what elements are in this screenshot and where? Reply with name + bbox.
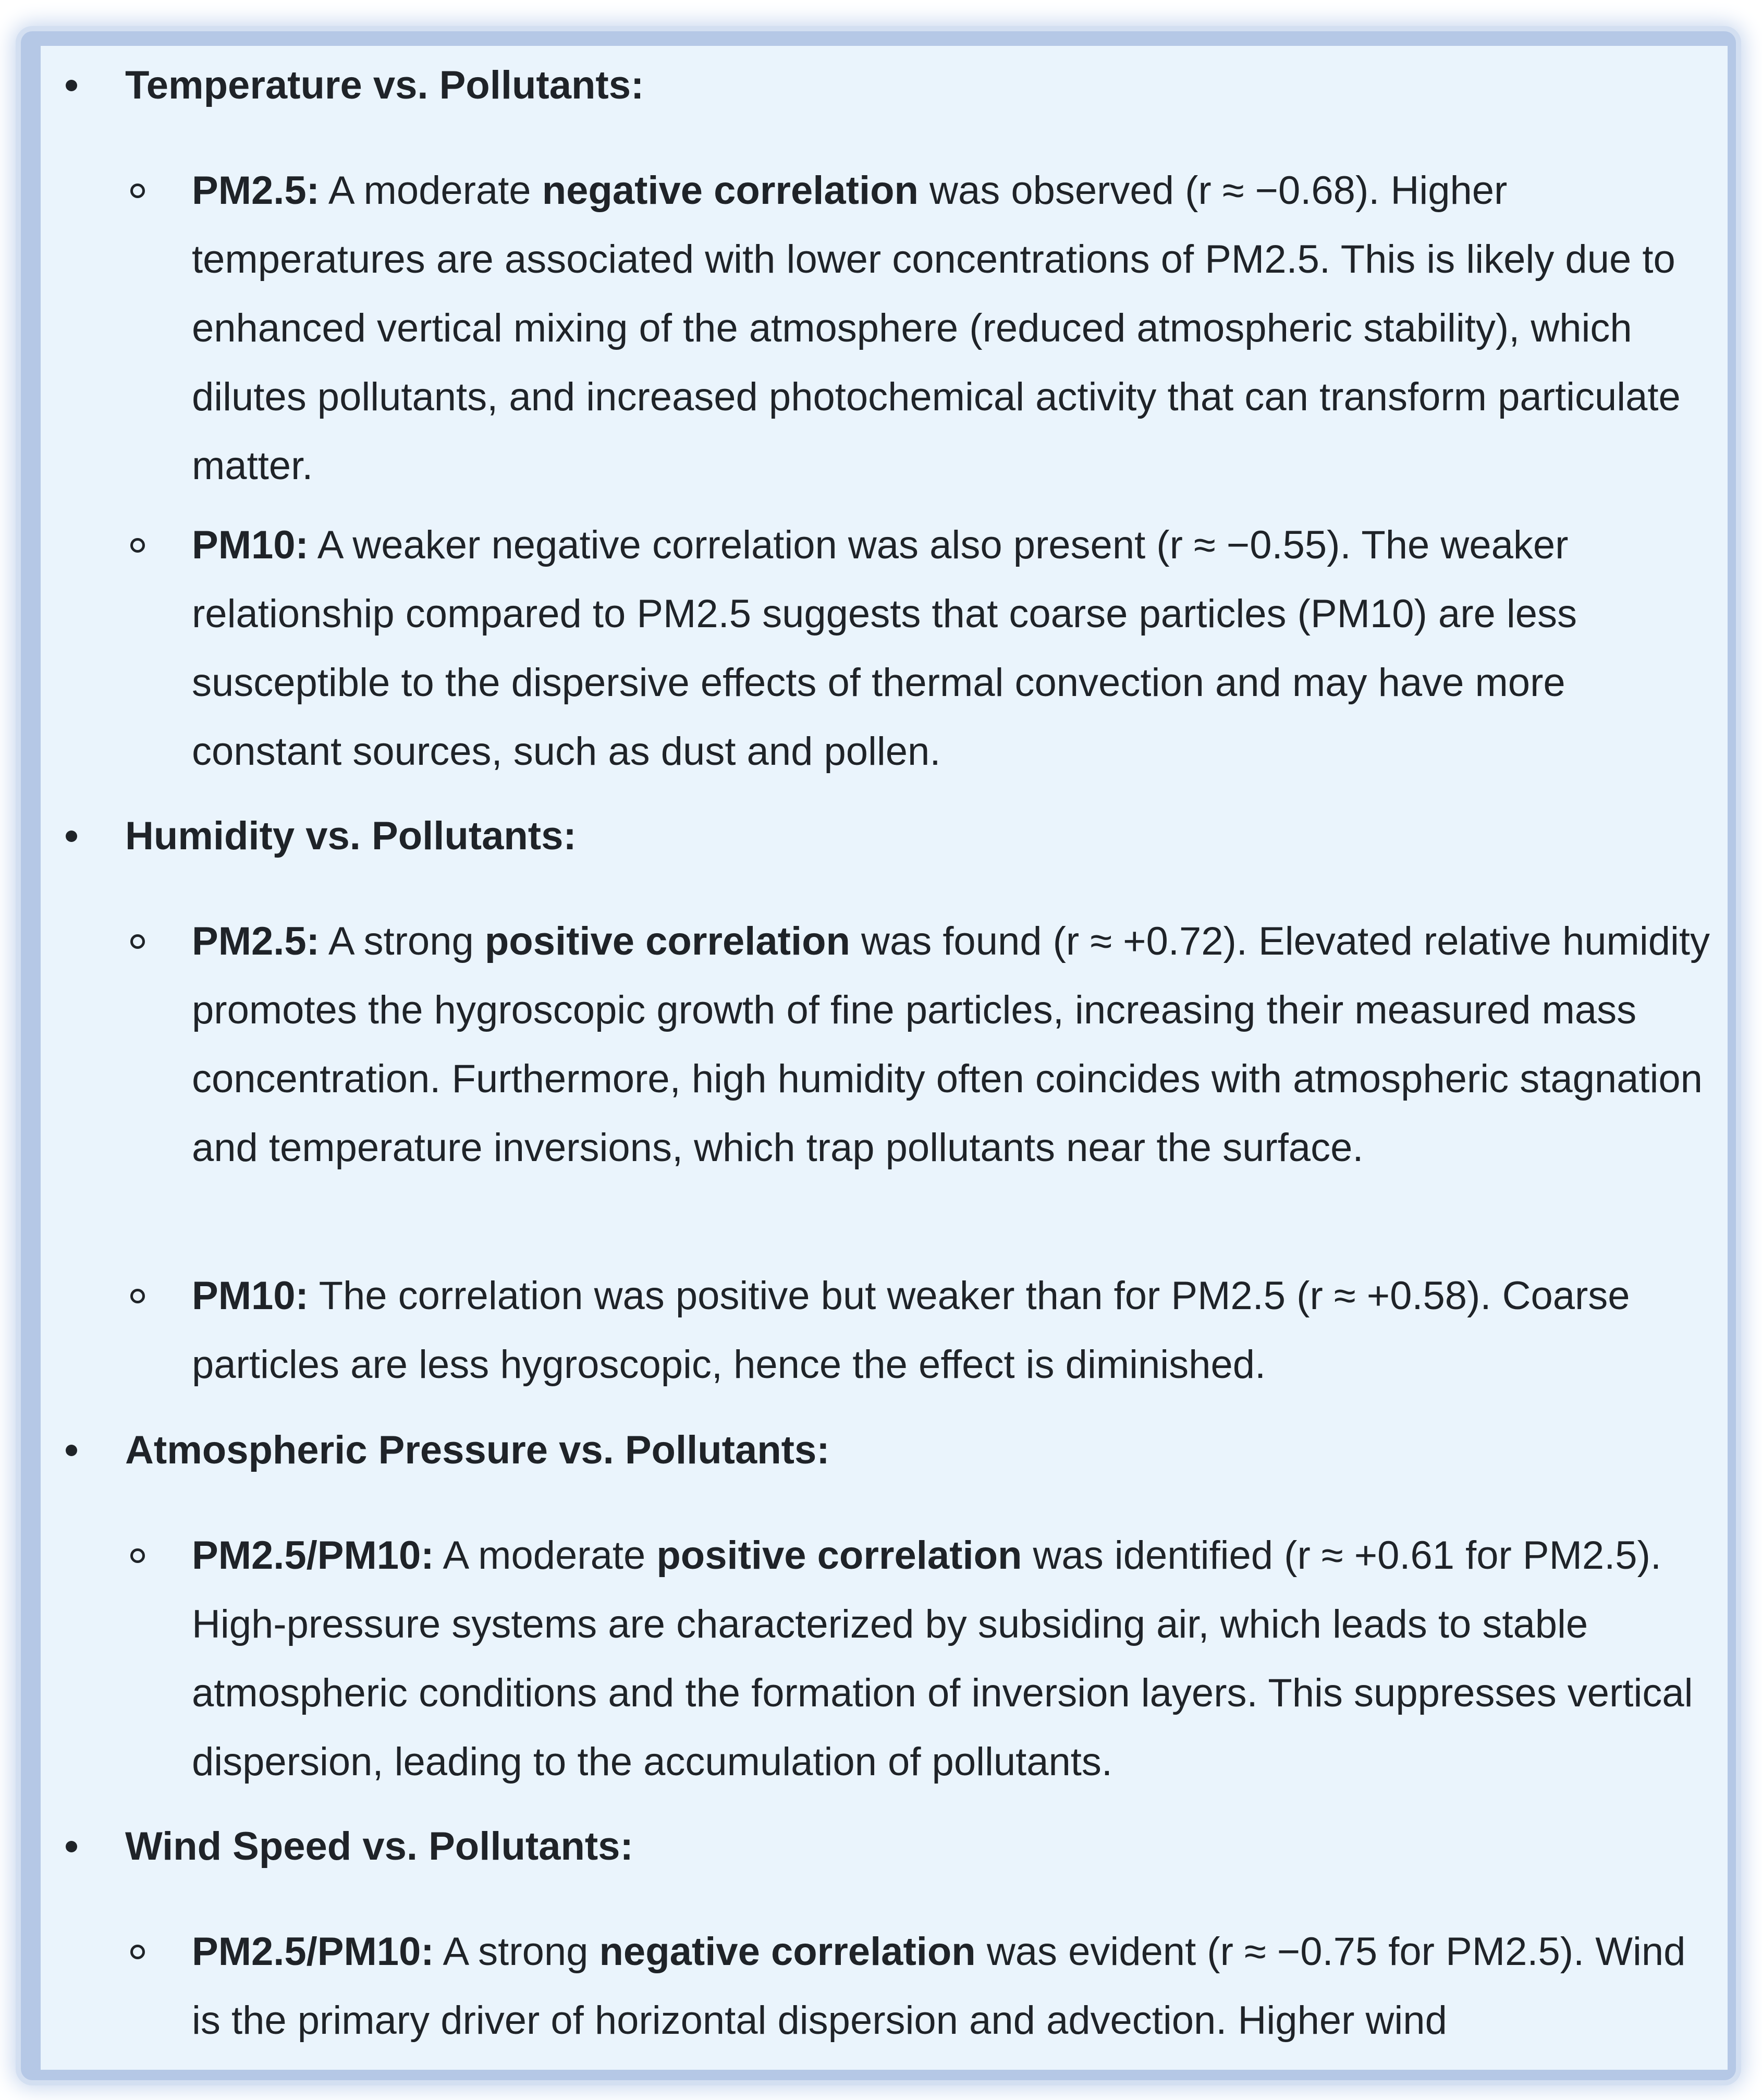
item-text-pre: A weaker negative correlation was also present (r ≈ −0.55). The weaker relationship compared to PM2.5 suggests that coarse particles (PM10) are less susceptible to the dispersive effects of thermal convection and may have more constant sources, such as dust and pollen. [192, 523, 1577, 774]
circle-bullet-marker [130, 934, 145, 949]
item-label: PM2.5: [192, 168, 320, 213]
item-text-post: was observed (r ≈ −0.68). Higher temperatures are associated with lower concentrations of PM2.5. This is likely due to enhanced vertical mixing of the atmosphere (reduced atmospheric stability), which dilutes pollutants, and increased photochemical activity that can transform particulate matter. [192, 168, 1681, 488]
section-title: Wind Speed vs. Pollutants: [125, 1824, 633, 1869]
bullet-marker [66, 1841, 77, 1852]
item-label: PM10: [192, 1274, 309, 1318]
item-text [192, 156, 1714, 500]
circle-bullet-marker [130, 1548, 145, 1563]
section-title: Humidity vs. Pollutants: [125, 814, 577, 858]
item-emphasis: positive correlation [656, 1533, 1022, 1578]
item-text-pre: The correlation was positive but weaker than for PM2.5 (r ≈ +0.58). Coarse particles are less hygroscopic, hence the effect is diminished. [192, 1274, 1630, 1387]
circle-bullet-marker [130, 1945, 145, 1959]
item-emphasis: negative correlation [599, 1930, 976, 1974]
item-text [192, 511, 1714, 786]
item-label: PM2.5/PM10: [192, 1533, 434, 1578]
item-label: PM10: [192, 523, 309, 567]
item-text [192, 1521, 1714, 1797]
section-title: Atmospheric Pressure vs. Pollutants: [125, 1428, 830, 1472]
item-text [192, 1262, 1714, 1399]
item-text-post: was evident (r ≈ −0.75 for PM2.5). Wind is the primary driver of horizontal dispersion and advection. Higher wind [192, 1930, 1686, 2043]
circle-bullet-marker [130, 538, 145, 553]
item-text-post: was found (r ≈ +0.72). Elevated relative humidity promotes the hygroscopic growth of fine particles, increasing their measured mass concentration. Furthermore, high humidity often coincides with atmospheric stagnation and temperature inversions, which trap pollutants near the surface. [192, 919, 1710, 1170]
circle-bullet-marker [130, 184, 145, 198]
item-text-post: was identified (r ≈ +0.61 for PM2.5). High-pressure systems are characterized by subsiding air, which leads to stable atmospheric conditions and the formation of inversion layers. This suppresses vertical dispersion, leading to the accumulation of pollutants. [192, 1533, 1693, 1784]
item-text [192, 1918, 1714, 2055]
item-emphasis: positive correlation [484, 919, 850, 963]
circle-bullet-marker [130, 1289, 145, 1303]
item-text-pre: A moderate [319, 168, 542, 213]
item-text-pre: A strong [319, 919, 485, 963]
item-label: PM2.5: [192, 919, 320, 963]
analysis-panel [41, 46, 1728, 2070]
item-label: PM2.5/PM10: [192, 1930, 434, 1974]
bullet-marker [66, 80, 77, 91]
bullet-marker [66, 1445, 77, 1456]
section-title: Temperature vs. Pollutants: [125, 63, 644, 107]
item-emphasis: negative correlation [542, 168, 919, 213]
item-text [192, 907, 1714, 1182]
item-text-pre: A moderate [434, 1533, 657, 1578]
bullet-marker [66, 831, 77, 842]
item-text-pre: A strong [434, 1930, 599, 1974]
